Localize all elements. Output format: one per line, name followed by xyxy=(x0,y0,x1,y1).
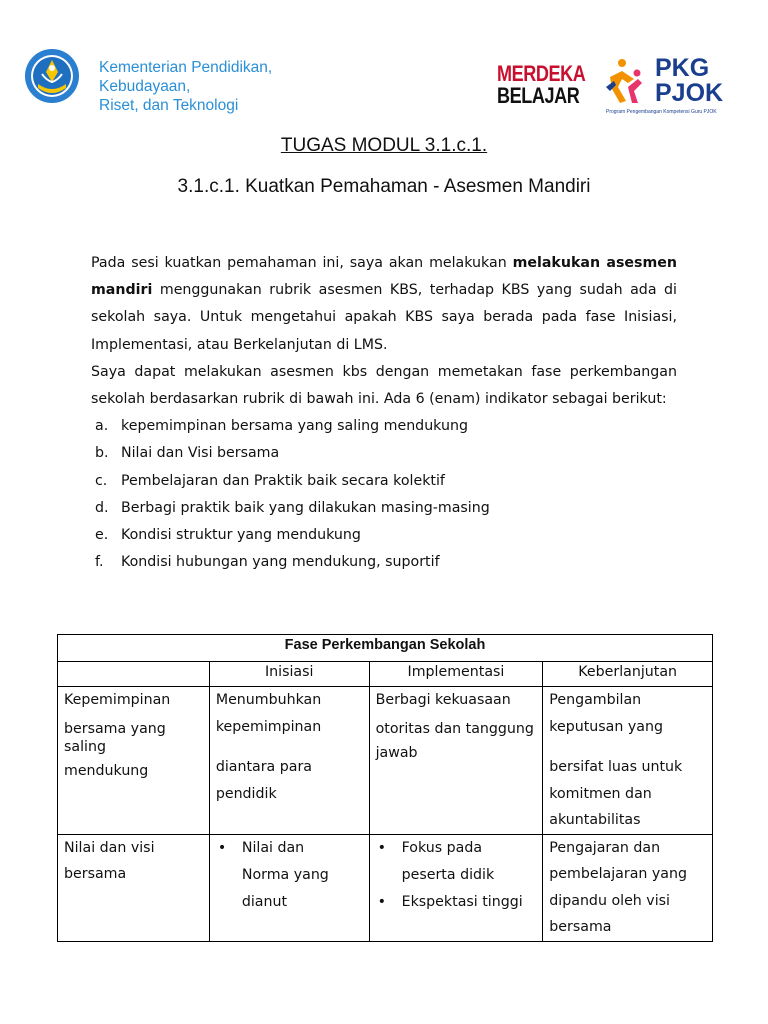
table-cell xyxy=(58,834,210,941)
list-item-text: kepemimpinan bersama yang saling mendukung xyxy=(121,418,468,435)
belajar-text: BELAJAR xyxy=(497,83,580,108)
bullet-icon: • xyxy=(377,893,386,910)
cell-line: mendukung xyxy=(64,762,149,779)
ministry-line: Riset, dan Teknologi xyxy=(99,97,239,114)
list-marker: a. xyxy=(95,418,109,435)
intro-text: menggunakan rubrik asesmen KBS, terhadap KBS yang sudah ada di sekolah saya. Untuk mengetahui apakah KBS saya berada pada fase Inisiasi, Implementasi, atau Berkelanjutan di LMS. xyxy=(91,282,677,353)
list-item xyxy=(91,549,677,576)
ministry-line: Kebudayaan, xyxy=(99,78,191,95)
merdeka-text: MERDEKA xyxy=(497,61,586,86)
table-cell xyxy=(58,687,210,835)
list-item-text: Pembelajaran dan Praktik baik secara kolektif xyxy=(121,472,445,489)
intro-text: Pada sesi kuatkan pemahaman ini, saya akan melakukan xyxy=(91,255,513,271)
cell-line: peserta didik xyxy=(401,866,495,883)
tut-wuri-handayani-logo xyxy=(24,48,80,106)
table-cell xyxy=(209,687,369,835)
ministry-name xyxy=(99,58,272,115)
list-marker: f. xyxy=(95,554,104,571)
cell-line: Pengambilan xyxy=(549,692,642,708)
cell-line: komitmen dan xyxy=(549,785,652,802)
table-title: Fase Perkembangan Sekolah xyxy=(58,635,713,662)
list-marker: d. xyxy=(95,499,109,516)
document-header xyxy=(0,0,768,130)
cell-line: Kepemimpinan xyxy=(64,692,171,708)
cell-line: Menumbuhkan xyxy=(215,692,322,708)
pkg-tagline: Program Pengembangan Kompetensi Guru PJOK xyxy=(606,109,717,115)
cell-line: pembelajaran yang xyxy=(549,866,687,882)
column-header xyxy=(58,662,210,687)
list-item xyxy=(91,495,677,522)
table-cell xyxy=(369,834,543,941)
list-item xyxy=(216,835,363,916)
list-item xyxy=(91,468,677,495)
cell-line: kepemimpinan xyxy=(215,718,322,735)
table-cell xyxy=(543,687,713,835)
bullet-list xyxy=(376,835,537,916)
cell-line: bersifat luas untuk xyxy=(549,759,683,775)
table-header-row xyxy=(58,662,713,687)
cell-line: pendidik xyxy=(215,785,277,802)
merdeka-belajar-logo xyxy=(497,63,585,107)
cell-line: Nilai dan xyxy=(241,839,305,856)
cell-line: Berbagi kekuasaan xyxy=(375,692,511,708)
bullet-text xyxy=(402,889,523,916)
table-cell xyxy=(543,834,713,941)
cell-line: diantara para xyxy=(215,759,312,775)
pkg-text: PKG xyxy=(655,54,710,82)
phase-table xyxy=(57,634,713,942)
pkg-figures-icon xyxy=(604,57,644,107)
list-item xyxy=(376,889,537,916)
list-marker: b. xyxy=(95,445,109,462)
cell-line: akuntabilitas xyxy=(549,812,641,828)
intro-paragraph xyxy=(91,250,677,359)
list-item xyxy=(91,522,677,549)
pjok-text: PJOK xyxy=(655,79,724,107)
list-item-text: Kondisi hubungan yang mendukung, suportif xyxy=(121,554,440,571)
cell-line: dipandu oleh visi xyxy=(549,892,670,909)
column-header: Inisiasi xyxy=(209,662,369,687)
pkg-pjok-logo xyxy=(655,56,723,106)
bullet-icon: • xyxy=(217,839,227,856)
bullet-list xyxy=(216,835,363,916)
bullet-text xyxy=(402,835,495,889)
bullet-text xyxy=(242,835,329,916)
cell-line: keputusan yang xyxy=(549,718,663,735)
cell-line: dianut xyxy=(241,893,288,910)
list-marker: e. xyxy=(95,527,109,544)
column-header: Implementasi xyxy=(369,662,543,687)
document-subtitle: 3.1.c.1. Kuatkan Pemahaman - Asesmen Mandiri xyxy=(177,176,591,197)
list-item xyxy=(91,413,677,440)
bullet-icon: • xyxy=(377,839,386,856)
cell-line: bersama xyxy=(549,919,612,935)
table-row xyxy=(58,834,713,941)
list-item-text: Nilai dan Visi bersama xyxy=(121,445,280,462)
indicator-paragraph: Saya dapat melakukan asesmen kbs dengan memetakan fase perkembangan sekolah berdasarkan rubrik di bawah ini. Ada 6 (enam) indikator sebagai berikut: xyxy=(91,363,677,408)
table-row xyxy=(58,687,713,835)
body-text xyxy=(91,250,677,576)
list-marker: c. xyxy=(95,472,108,489)
cell-line: bersama xyxy=(64,866,127,882)
cell-line: otoritas dan tanggung xyxy=(375,720,534,737)
list-item-text: Berbagi praktik baik yang dilakukan masing-masing xyxy=(121,499,490,516)
list-item xyxy=(91,440,677,467)
list-item xyxy=(376,835,537,889)
cell-line: Nilai dan visi xyxy=(64,839,155,856)
cell-line: Norma yang xyxy=(241,866,329,883)
list-item-text: Kondisi struktur yang mendukung xyxy=(121,527,361,544)
cell-line: Pengajaran dan xyxy=(549,839,661,856)
intro-bold-text: melakukan asesmen mandiri xyxy=(91,255,677,299)
cell-line: jawab xyxy=(375,744,418,761)
column-header: Keberlanjutan xyxy=(543,662,713,687)
table-cell xyxy=(209,834,369,941)
cell-line: Fokus pada xyxy=(401,839,483,856)
cell-line: Ekspektasi tinggi xyxy=(401,893,523,910)
table-cell xyxy=(369,687,543,835)
indicator-list xyxy=(91,413,677,576)
ministry-line: Kementerian Pendidikan, xyxy=(99,59,273,76)
cell-line: bersama yang saling xyxy=(64,720,166,755)
document-title: TUGAS MODUL 3.1.c.1. xyxy=(280,135,488,156)
